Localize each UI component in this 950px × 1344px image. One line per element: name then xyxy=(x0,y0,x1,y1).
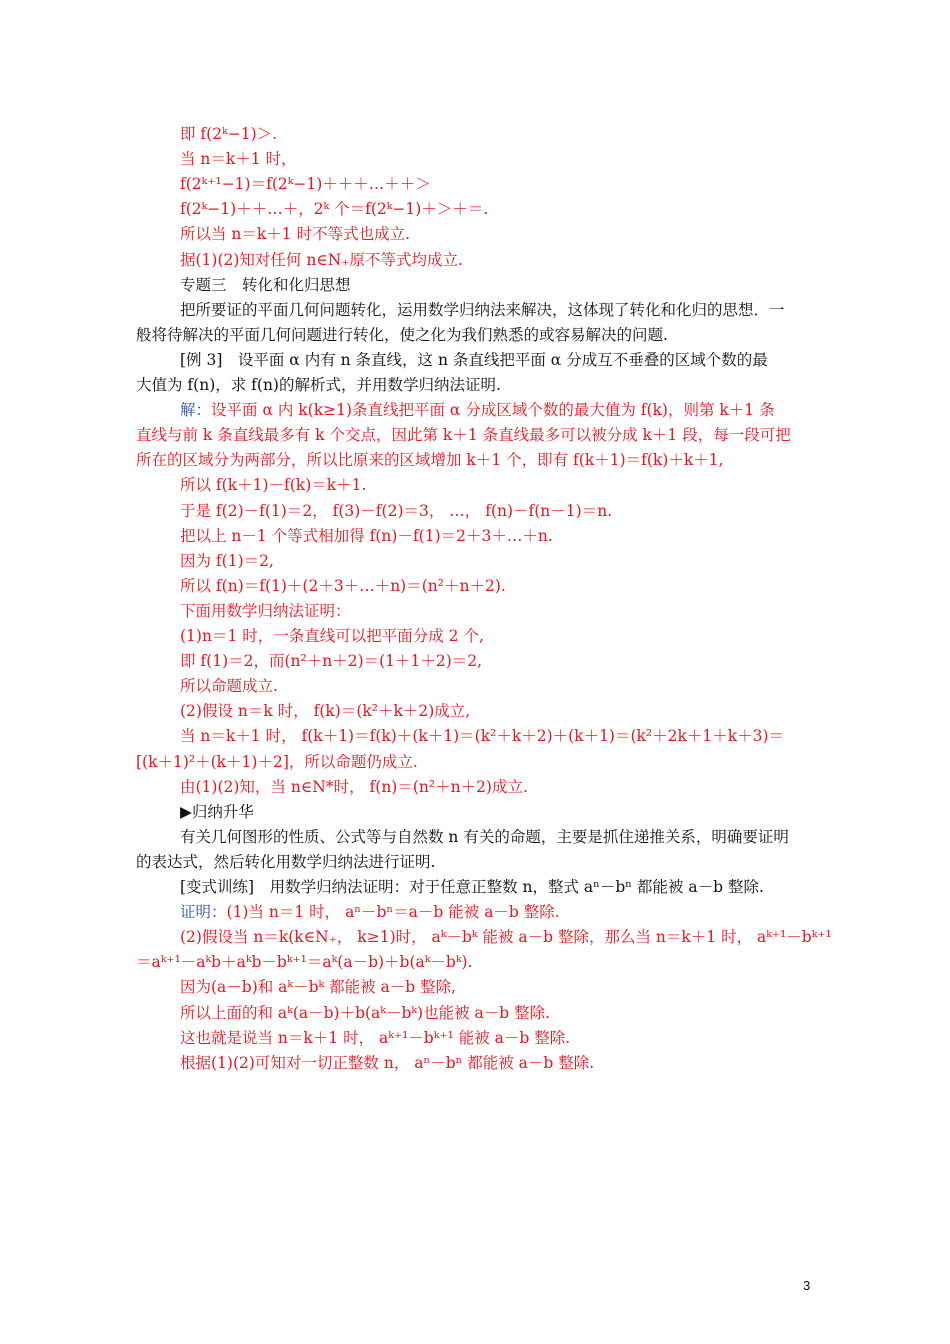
text-line: 即 f(1)＝2，而(n²＋n＋2)＝(1＋1＋2)＝2, xyxy=(180,652,483,671)
text-line: 由(1)(2)知，当 n∈N*时， f(n)＝(n²＋n＋2)成立. xyxy=(180,777,528,796)
text-line: 这也就是说当 n＝k＋1 时， aᵏ⁺¹－bᵏ⁺¹ 能被 a－b 整除. xyxy=(180,1028,571,1047)
text-line: ▶归纳升华 xyxy=(180,802,254,821)
text-line: (2)假设当 n＝k(k∈N₊， k≥1)时， aᵏ－bᵏ 能被 a－b 整除，那么当 n＝k＋1 时， aᵏ⁺¹－bᵏ⁺¹ xyxy=(180,928,832,947)
text-line: 把所要证的平面几何问题转化，运用数学归纳法来解决，这体现了转化和化归的思想．一 xyxy=(180,300,785,319)
text-line: 根据(1)(2)可知对一切正整数 n， aⁿ－bⁿ 都能被 a－b 整除. xyxy=(180,1053,595,1072)
text-line: 所以上面的和 aᵏ(a－b)＋b(aᵏ－bᵏ)也能被 a－b 整除. xyxy=(180,1003,551,1022)
text-line: 所以 f(n)＝f(1)＋(2＋3＋…＋n)＝(n²＋n＋2). xyxy=(180,576,506,595)
text-line: 因为(a－b)和 aᵏ－bᵏ 都能被 a－b 整除, xyxy=(180,978,457,997)
text-line: 据(1)(2)知对任何 n∈N₊原不等式均成立. xyxy=(180,250,463,269)
text-line: (1)n＝1 时，一条直线可以把平面分成 2 个, xyxy=(180,627,484,645)
text-line: 证明：(1)当 n＝1 时， aⁿ－bⁿ＝a－b 能被 a－b 整除. xyxy=(180,903,560,922)
text-line: 于是 f(2)－f(1)＝2， f(3)－f(2)＝3， …， f(n)－f(n－1)＝n. xyxy=(180,501,613,520)
text-line: [(k＋1)²＋(k＋1)＋2]，所以命题仍成立. xyxy=(136,752,418,771)
text-line: 的表达式，然后转化用数学归纳法进行证明. xyxy=(136,852,436,871)
text-line: 下面用数学归纳法证明： xyxy=(180,601,351,620)
text-line: (2)假设 n＝k 时， f(k)＝(k²＋k＋2)成立, xyxy=(180,702,471,721)
text-line: 专题三 转化和化归思想 xyxy=(180,275,351,294)
text-line: 有关几何图形的性质、公式等与自然数 n 有关的命题，主要是抓住递推关系，明确要证明 xyxy=(180,827,789,846)
text-line: 大值为 f(n)，求 f(n)的解析式，并用数学归纳法证明. xyxy=(136,376,501,394)
text-line: 般将待解决的平面几何问题进行转化，使之化为我们熟悉的或容易解决的问题. xyxy=(136,325,668,344)
text-line: 即 f(2ᵏ−1)＞. xyxy=(180,125,278,143)
text-line: 所以命题成立. xyxy=(180,677,278,696)
text-line: f(2ᵏ⁺¹−1)＝f(2ᵏ−1)＋＋＋…＋＋＞ xyxy=(180,175,431,194)
text-line: 所以 f(k＋1)－f(k)＝k＋1. xyxy=(180,476,367,495)
text-line: ＝aᵏ⁺¹－aᵏb＋aᵏb－bᵏ⁺¹＝aᵏ(a－b)＋b(aᵏ－bᵏ). xyxy=(136,953,473,972)
text-line: 因为 f(1)＝2, xyxy=(180,551,274,570)
text-line: [变式训练] 用数学归纳法证明：对于任意正整数 n，整式 aⁿ－bⁿ 都能被 a－b 整除. xyxy=(180,878,764,896)
text-line: 把以上 n－1 个等式相加得 f(n)－f(1)＝2＋3＋…＋n. xyxy=(180,526,553,545)
text-line: [例 3] 设平面 α 内有 n 条直线，这 n 条直线把平面 α 分成互不垂叠的区域个数的最 xyxy=(180,350,768,369)
text-line: 直线与前 k 条直线最多有 k 个交点，因此第 k＋1 条直线最多可以被分成 k＋1 段，每一段可把 xyxy=(136,426,791,445)
text-line: f(2ᵏ−1)＋＋…＋，2ᵏ 个＝f(2ᵏ−1)＋＞＋＝. xyxy=(180,200,489,219)
page-number: 3 xyxy=(803,1278,811,1293)
proof-label: 证明： xyxy=(180,903,227,922)
text-line: 当 n＝k＋1 时， f(k＋1)＝f(k)＋(k＋1)＝(k²＋k＋2)＋(k＋1)＝(k²＋2k＋1＋k＋3)＝ xyxy=(180,727,785,746)
text-line: 所在的区域分为两部分，所以比原来的区域增加 k＋1 个，即有 f(k＋1)＝f(k)＋k＋1, xyxy=(136,451,724,470)
text-line: 当 n＝k＋1 时， xyxy=(180,150,297,169)
text-line: 所以当 n＝k＋1 时不等式也成立. xyxy=(180,225,411,244)
text-line: 解：设平面 α 内 k(k≥1)条直线把平面 α 分成区域个数的最大值为 f(k)，则第 k＋1 条 xyxy=(180,401,775,420)
solution-label: 解： xyxy=(180,401,212,420)
